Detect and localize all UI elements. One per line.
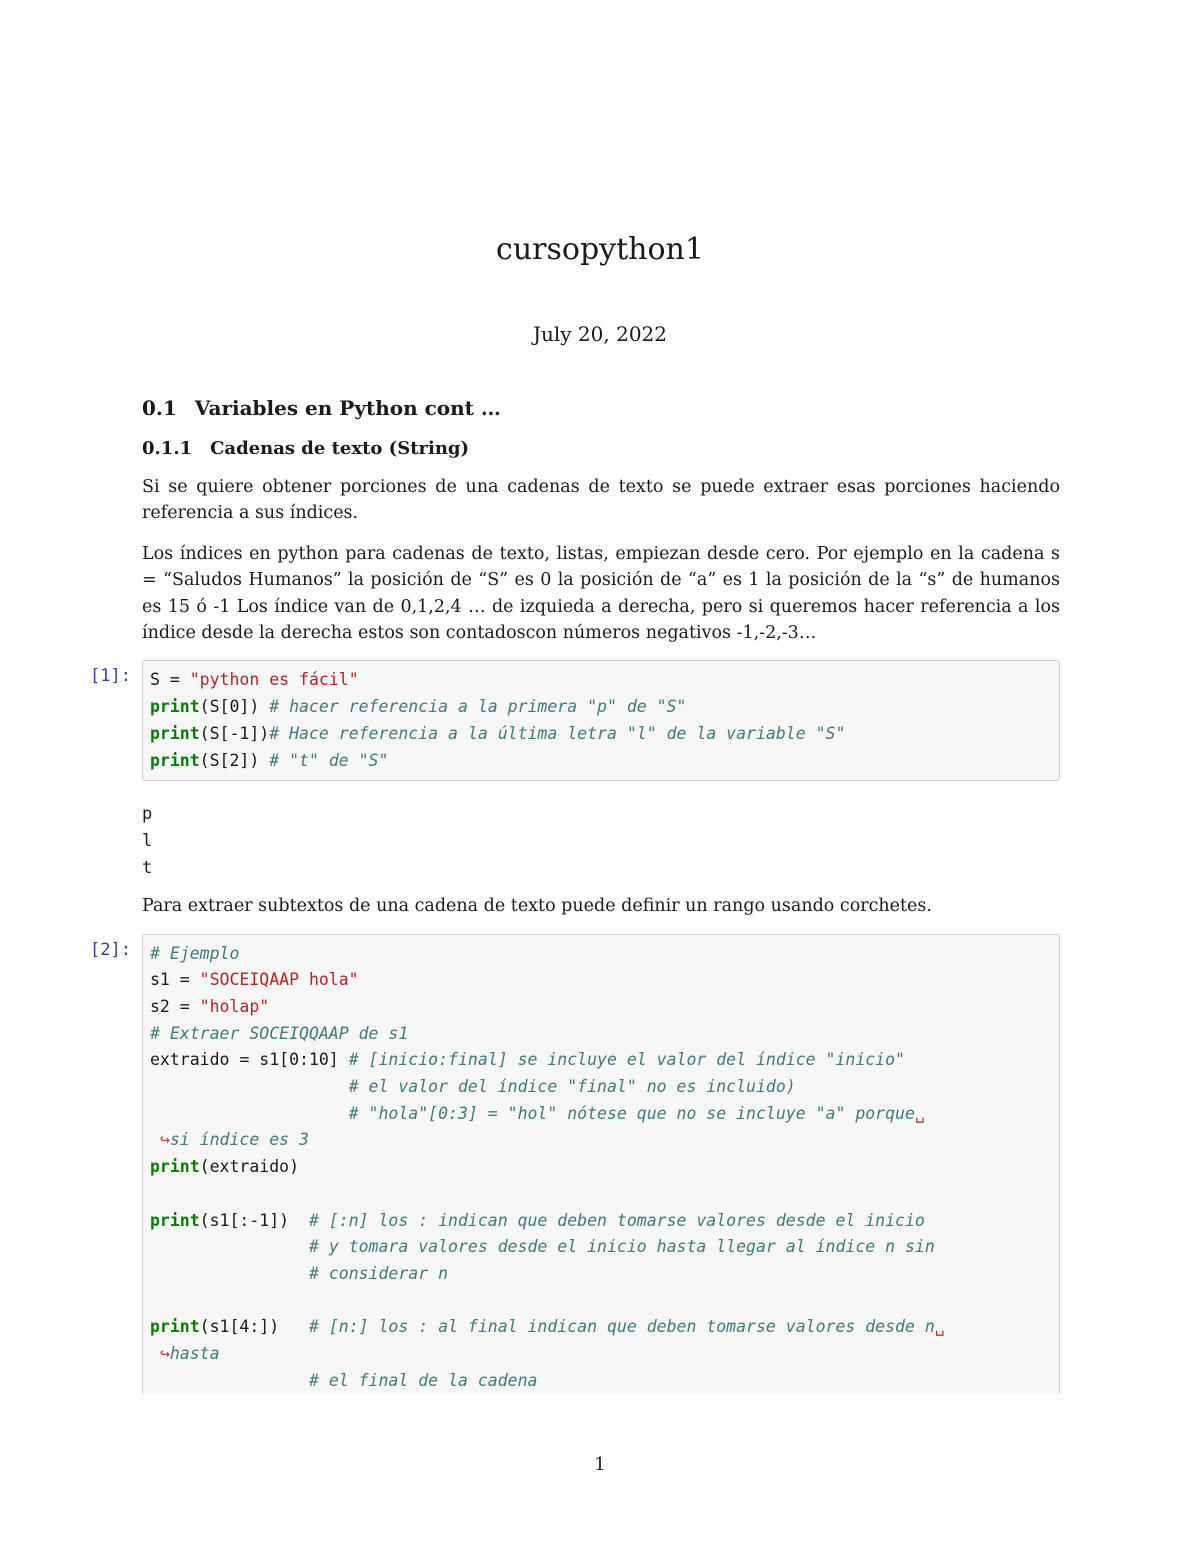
paragraph-intro: Si se quiere obtener porciones de una cadenas de texto se puede extraer esas porciones haciendo referencia a sus índices. (142, 477, 1060, 524)
code-keyword: print (150, 697, 200, 717)
section-number: 0.1 (142, 396, 177, 420)
code-string: "holap" (199, 997, 270, 1017)
code-line (150, 967, 1049, 994)
code-comment: # el final de la cadena (308, 1370, 538, 1390)
code-comment: # y tomara valores desde el inicio hasta llegar al índice n sin (308, 1237, 935, 1257)
code-line (150, 1368, 1049, 1395)
code-text: (S[2]) (199, 750, 270, 770)
code-line (150, 1127, 1049, 1154)
code-text (150, 1344, 160, 1363)
code-string: "python es fácil" (189, 670, 359, 690)
output-line: t (142, 857, 153, 878)
code-keyword: print (150, 1210, 200, 1230)
section-heading (142, 392, 1060, 424)
continuation-mark: ↪ (159, 1130, 170, 1150)
code-text: S = (150, 670, 190, 690)
code-comment: # "t" de "S" (269, 750, 389, 770)
code-text: (S[0]) (199, 697, 270, 717)
code-text (150, 1237, 309, 1256)
page-number: 1 (594, 1454, 606, 1475)
output-line: l (142, 830, 153, 851)
document-date: July 20, 2022 (532, 322, 667, 346)
code-comment: # el valor del índice "final" no es incluido) (348, 1077, 796, 1097)
code-line (150, 748, 1049, 775)
output-line: p (142, 804, 153, 825)
code-comment: hasta (169, 1343, 220, 1363)
code-line (150, 994, 1049, 1021)
code-editor[interactable] (142, 934, 1060, 1395)
code-line (150, 1047, 1049, 1074)
code-text: extraido = s1[0:10] (150, 1050, 349, 1070)
code-cell-2[interactable] (90, 934, 1060, 1395)
code-keyword: print (150, 750, 200, 770)
code-keyword: print (150, 1157, 200, 1177)
code-text: (S[-1]) (199, 723, 270, 743)
continuation-mark: ␣ (914, 1103, 925, 1123)
code-line (150, 941, 1049, 968)
code-line (150, 1208, 1049, 1235)
code-comment: si índice es 3 (169, 1130, 309, 1150)
code-line (150, 1288, 1049, 1315)
code-line (150, 1261, 1049, 1288)
code-line (150, 667, 1049, 694)
code-comment: # "hola"[0:3] = "hol" nótese que no se incluye "a" porque (348, 1103, 915, 1123)
code-text (150, 1077, 349, 1096)
code-text (150, 1130, 160, 1149)
code-line (150, 721, 1049, 748)
continuation-mark: ↪ (159, 1343, 170, 1363)
paragraph-indices: Los índices en python para cadenas de texto, listas, empiezan desde cero. Por ejemplo en la cadena s = “Saludos Humanos” la posición de “S” es 0 la posición de “a” es 1 la posición de la “s” de humanos es 15 ó -1 Los índice van de 0,1,2,4 … de izquieda a derecha, pero si queremos hacer referencia a los índice desde la derecha estos son contadoscon números negativos -1,-2,-3… (142, 543, 1060, 644)
code-comment: # Ejemplo (150, 943, 240, 963)
code-editor[interactable] (142, 660, 1060, 781)
subsection-number: 0.1.1 (142, 438, 193, 459)
code-comment: # [n:] los : al final indican que deben tomarse valores desde n (308, 1317, 935, 1337)
code-string: "SOCEIQAAP hola" (199, 970, 359, 990)
code-text (150, 1371, 309, 1390)
cell-output (142, 801, 1060, 881)
subsection-title: Cadenas de texto (String) (210, 438, 470, 459)
code-line (150, 1021, 1049, 1048)
code-comment: # Extraer SOCEIQQAAP de s1 (150, 1023, 409, 1043)
cell-prompt: [1]: (90, 666, 131, 687)
code-text: (s1[:-1]) (199, 1210, 309, 1230)
code-comment: # hacer referencia a la primera "p" de "S" (269, 697, 687, 717)
code-line (150, 1154, 1049, 1181)
code-comment: # [inicio:final] se incluye el valor del índice "inicio" (348, 1050, 905, 1070)
code-line (150, 1181, 1049, 1208)
code-keyword: print (150, 723, 200, 743)
code-comment: # Hace referencia a la última letra "l" de la variable "S" (269, 723, 846, 743)
code-comment: # considerar n (308, 1263, 449, 1283)
code-line (150, 1341, 1049, 1368)
cell-prompt: [2]: (90, 939, 131, 960)
code-line (150, 1101, 1049, 1128)
subsection-heading (142, 434, 1060, 464)
code-text: s1 = (150, 970, 200, 990)
page-content (90, 392, 1060, 1414)
code-text (150, 1264, 309, 1283)
code-line (150, 1314, 1049, 1341)
paragraph-subtexts: Para extraer subtextos de una cadena de texto puede definir un rango usando corchetes. (142, 896, 932, 917)
code-line (150, 694, 1049, 721)
code-text (150, 1104, 349, 1123)
continuation-mark: ␣ (934, 1317, 945, 1337)
code-text: (extraido) (199, 1157, 300, 1177)
code-cell-1[interactable] (90, 660, 1060, 781)
section-title: Variables en Python cont … (194, 396, 501, 420)
code-line (150, 1234, 1049, 1261)
document-title: cursopython1 (496, 232, 704, 267)
code-text: (s1[4:]) (199, 1317, 309, 1337)
code-text: s2 = (150, 997, 200, 1017)
code-line (150, 1074, 1049, 1101)
code-comment: # [:n] los : indican que deben tomarse valores desde el inicio (308, 1210, 925, 1230)
code-keyword: print (150, 1317, 200, 1337)
